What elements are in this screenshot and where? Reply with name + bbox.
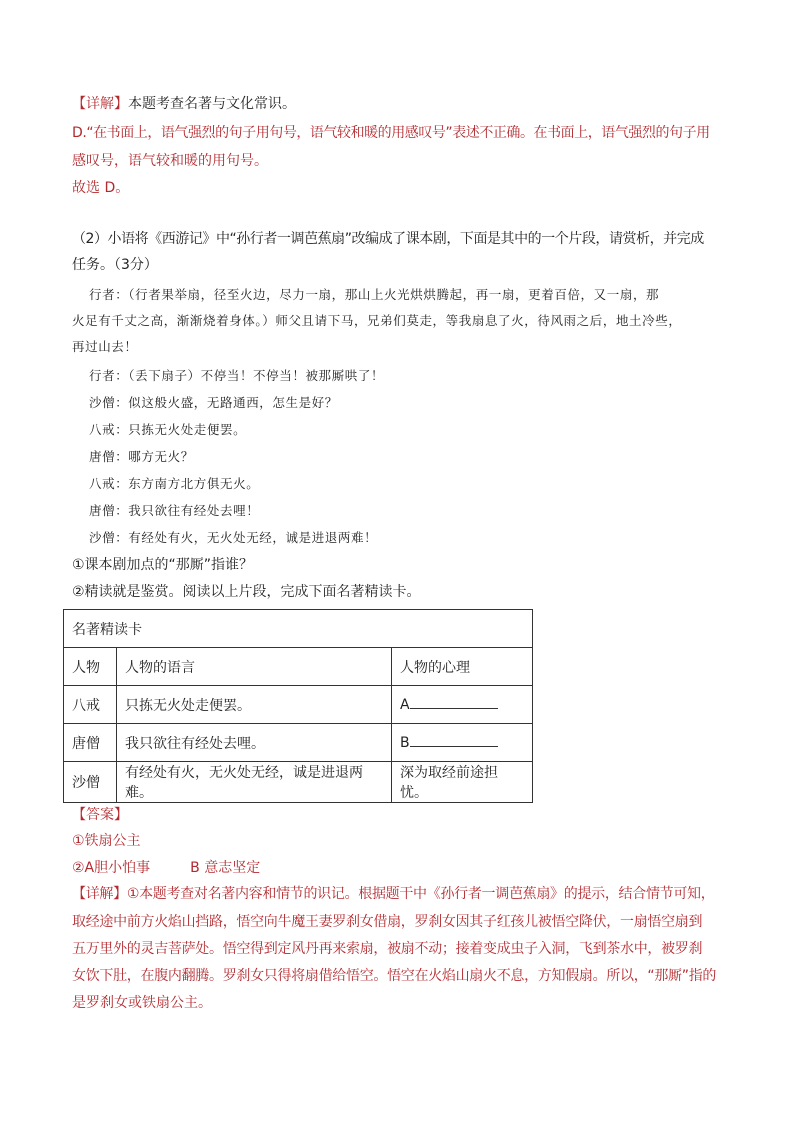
- script-line: 八戒：东方南方北方俱无火。: [89, 476, 260, 491]
- task-item: ②精读就是鉴赏。阅读以上片段，完成下面名著精读卡。: [72, 584, 421, 600]
- detail-line: 五万里外的灵吉菩萨处。悟空得到定风丹再来索扇，被扇不动；接着变成虫子入洞，飞到茶水中，被罗刹: [72, 941, 703, 957]
- script-line: 再过山去！: [72, 339, 138, 354]
- detail-line: 女饮下肚，在腹内翻腾。罗刹女只得将扇借给悟空。悟空在火焰山扇火不息，方知假扇。所以，“那厮”指的: [72, 968, 717, 984]
- table-row: [64, 686, 533, 724]
- bracket-close: 】: [114, 807, 128, 823]
- cell-speech: 我只欲往有经处去哩。: [117, 724, 392, 762]
- script-line: 沙僧：有经处有火，无火处无经，诚是进退两难！: [89, 530, 378, 545]
- bracket-open: 【: [72, 96, 86, 112]
- blank-label: B: [400, 735, 410, 751]
- cell-speech: 有经处有火，无火处无经，诚是进退两难。: [117, 762, 392, 803]
- table-row: [64, 724, 533, 762]
- answer-line: ①铁扇公主: [72, 833, 141, 849]
- blank-label: A: [400, 697, 410, 713]
- cell-person: 沙僧: [64, 762, 117, 803]
- header-speech: 人物的语言: [117, 648, 392, 686]
- cell-mind: [392, 686, 533, 724]
- cell-person: 唐僧: [64, 724, 117, 762]
- cell-mind: 深为取经前途担忧。: [392, 762, 533, 803]
- detail-text: ①本题考查对名著内容和情节的识记。根据题干中《孙行者一调芭蕉扇》的提示，结合情节可知，: [126, 886, 715, 902]
- header-mind: 人物的心理: [392, 648, 533, 686]
- detail-label: 详解: [85, 886, 114, 902]
- detail-label: 详解: [86, 96, 114, 112]
- cell-person: 八戒: [64, 686, 117, 724]
- card-title: 名著精读卡: [64, 610, 533, 648]
- table-row: [64, 762, 533, 803]
- answer-a: ②A胆小怕事: [72, 860, 151, 876]
- answer-heading: [72, 806, 128, 824]
- detail-heading: [72, 95, 296, 113]
- answer-blank[interactable]: [410, 696, 498, 709]
- table-header-row: [64, 648, 533, 686]
- script-line: 行者：（行者果举扇，径至火边，尽力一扇，那山上火光烘烘腾起，再一扇，更着百倍，又一扇，那: [89, 287, 660, 302]
- reading-card-table: [63, 609, 533, 803]
- question-line: 任务。（3分）: [72, 257, 158, 273]
- cell-speech: 只拣无火处走便罢。: [117, 686, 392, 724]
- bracket-open: 【: [72, 886, 86, 902]
- script-line: 行者：（丢下扇子）不停当！不停当！被那厮哄了！: [89, 368, 385, 383]
- script-line: 唐僧：我只欲往有经处去哩！: [89, 503, 260, 518]
- task-item: ①课本剧加点的“那厮”指谁？: [72, 557, 254, 573]
- cell-mind: [392, 724, 533, 762]
- header-person: 人物: [64, 648, 117, 686]
- answer-line: [72, 859, 260, 877]
- detail-line: 感叹号，语气较和暖的用句号。: [72, 153, 268, 169]
- detail-text: 本题考查名著与文化常识。: [128, 96, 296, 112]
- bracket-close: 】: [113, 886, 127, 902]
- detail-line: 故选 D。: [72, 180, 130, 196]
- answer-blank[interactable]: [410, 734, 498, 747]
- script-line: 八戒：只拣无火处走便罢。: [89, 422, 247, 437]
- answer-b: B 意志坚定: [190, 860, 261, 876]
- answer-label: 答案: [86, 807, 114, 823]
- script-line: 火足有千丈之高，渐渐烧着身体。）师父且请下马，兄弟们莫走，等我扇息了火，待风雨之后，地土冷些，: [72, 313, 682, 328]
- detail-line: 是罗刹女或铁扇公主。: [72, 995, 212, 1011]
- script-line: 唐僧：哪方无火？: [89, 449, 194, 464]
- bracket-open: 【: [72, 807, 86, 823]
- script-line: 沙僧：似这般火盛，无路通西，怎生是好？: [89, 395, 338, 410]
- detail-heading: [72, 885, 714, 903]
- detail-line: D.“在书面上，语气强烈的句子用句号，语气较和暖的用感叹号”表述不正确。在书面上，语气强烈的句子用: [72, 125, 710, 141]
- question-line: （2）小语将《西游记》中“孙行者一调芭蕉扇”改编成了课本剧，下面是其中的一个片段，请赏析，并完成: [72, 231, 704, 247]
- bracket-close: 】: [114, 96, 128, 112]
- detail-line: 取经途中前方火焰山挡路，悟空向牛魔王妻罗刹女借扇，罗刹女因其子红孩儿被悟空降伏，一扇悟空扇到: [72, 914, 703, 930]
- table-title-row: [64, 610, 533, 648]
